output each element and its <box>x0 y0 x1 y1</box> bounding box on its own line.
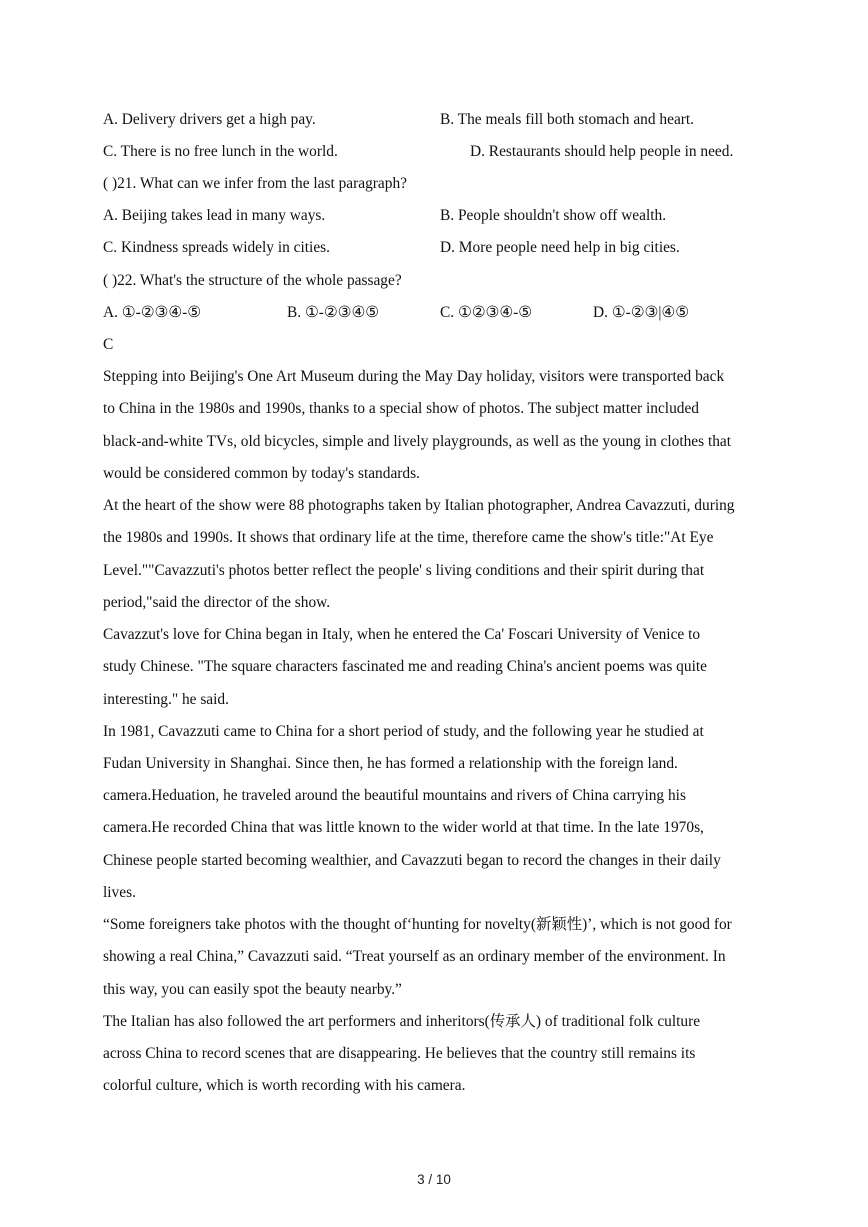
q22-option-a: A. ①-②③④-⑤ <box>103 304 202 321</box>
page-number: 3 / 10 <box>417 1172 451 1187</box>
q21-option-b: B. People shouldn't show off wealth. <box>440 207 667 224</box>
passage-line: Fudan University in Shanghai. Since then, he has formed a relationship with the foreign land. <box>103 755 678 772</box>
passage-line: the 1980s and 1990s. It shows that ordinary life at the time, therefore came the show's title:"At Eye <box>103 529 714 546</box>
passage-line: to China in the 1980s and 1990s, thanks to a special show of photos. The subject matter included <box>103 400 700 417</box>
passage-line: lives. <box>103 884 136 901</box>
q21-option-d: D. More people need help in big cities. <box>440 239 680 256</box>
passage-line: Stepping into Beijing's One Art Museum during the May Day holiday, visitors were transported back <box>103 368 725 385</box>
q21-option-a: A. Beijing takes lead in many ways. <box>103 207 326 224</box>
passage-line: Chinese people started becoming wealthier, and Cavazzuti began to record the changes in their daily <box>103 852 721 869</box>
passage-line: Level.""Cavazzuti's photos better reflect the people' s living conditions and their spirit during that <box>103 562 705 579</box>
q22-option-d: D. ①-②③|④⑤ <box>593 304 690 321</box>
q22-question: ( )22. What's the structure of the whole passage? <box>103 272 402 289</box>
passage-line: camera.He recorded China that was little known to the wider world at that time. In the late 1970s, <box>103 819 704 836</box>
q21-question: ( )21. What can we infer from the last paragraph? <box>103 175 407 192</box>
passage-line: black-and-white TVs, old bicycles, simple and lively playgrounds, as well as the young in clothes that <box>103 433 732 450</box>
passage-line: interesting." he said. <box>103 691 229 708</box>
passage-line: would be considered common by today's standards. <box>103 465 420 482</box>
passage-line: At the heart of the show were 88 photographs taken by Italian photographer, Andrea Cavazzuti, during <box>103 497 735 514</box>
passage-line: “Some foreigners take photos with the thought of‘hunting for novelty(新颖性)’, which is not good for <box>103 916 732 933</box>
passage-line: across China to record scenes that are disappearing. He believes that the country still remains its <box>103 1045 696 1062</box>
passage-line: showing a real China,” Cavazzuti said. “Treat yourself as an ordinary member of the environment. In <box>103 948 726 965</box>
q22-option-b: B. ①-②③④⑤ <box>287 304 380 321</box>
q22-option-c: C. ①②③④-⑤ <box>440 304 533 321</box>
q20-option-b: B. The meals fill both stomach and heart. <box>440 111 695 128</box>
q20-option-d: D. Restaurants should help people in need. <box>470 143 734 160</box>
q21-option-c: C. Kindness spreads widely in cities. <box>103 239 330 256</box>
passage-line: period,"said the director of the show. <box>103 594 331 611</box>
q20-option-a: A. Delivery drivers get a high pay. <box>103 111 316 128</box>
passage-line: In 1981, Cavazzuti came to China for a short period of study, and the following year he studied at <box>103 723 704 740</box>
q20-option-c: C. There is no free lunch in the world. <box>103 143 338 160</box>
passage-line: Cavazzut's love for China began in Italy, when he entered the Ca' Foscari University of Venice to <box>103 626 701 643</box>
passage-line: study Chinese. "The square characters fascinated me and reading China's ancient poems was quite <box>103 658 707 675</box>
section-label: C <box>103 336 114 353</box>
passage-line: this way, you can easily spot the beauty nearby.” <box>103 981 402 998</box>
passage-line: colorful culture, which is worth recording with his camera. <box>103 1077 466 1094</box>
passage-line: camera.Heduation, he traveled around the beautiful mountains and rivers of China carrying his <box>103 787 686 804</box>
passage-line: The Italian has also followed the art performers and inheritors(传承人) of traditional folk culture <box>103 1013 701 1030</box>
